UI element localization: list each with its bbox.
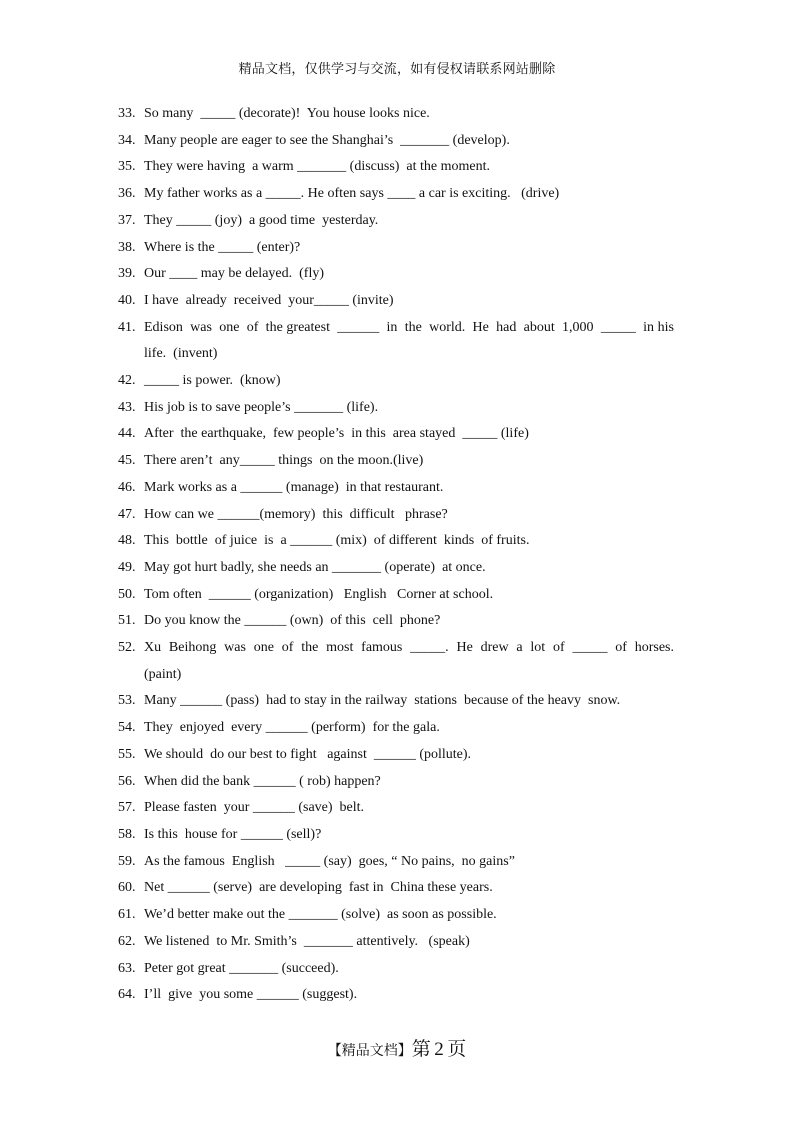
- exercise-item: [118, 502, 674, 529]
- item-text: Tom often ______ (organization) English Corner at school.: [144, 586, 494, 602]
- exercise-item: [118, 688, 674, 715]
- item-text: Many ______ (pass) had to stay in the railway stations because of the heavy snow.: [144, 693, 621, 709]
- item-number: 49.: [118, 559, 136, 575]
- item-text: So many _____ (decorate)! You house looks nice.: [144, 106, 430, 121]
- exercise-item: [118, 902, 674, 929]
- footer-page-prefix: 第: [411, 1039, 431, 1060]
- item-text: Please fasten your ______ (save) belt.: [144, 800, 365, 816]
- exercise-item: [118, 956, 674, 983]
- item-number: 56.: [118, 773, 136, 789]
- footer-page-suffix: 页: [447, 1039, 467, 1060]
- item-text: We’d better make out the _______ (solve) as soon as possible.: [144, 907, 497, 923]
- item-text: Mark works as a ______ (manage) in that restaurant.: [144, 479, 444, 495]
- exercise-item: [118, 875, 674, 902]
- exercise-item: [118, 368, 674, 395]
- item-number: 64.: [118, 987, 136, 1003]
- item-text: We should do our best to fight against ______ (pollute).: [144, 746, 472, 762]
- item-text: How can we ______(memory) this difficult phrase?: [144, 506, 448, 522]
- item-number: 40.: [118, 292, 136, 308]
- item-text: Edison was one of the greatest ______ in the world. He had about 1,000 _____ in his life. (invent): [144, 319, 681, 362]
- item-number: 34.: [118, 132, 136, 148]
- item-number: 35.: [118, 159, 136, 175]
- item-number: 61.: [118, 907, 136, 923]
- exercise-item: [118, 128, 674, 155]
- item-number: 58.: [118, 826, 136, 842]
- exercise-item: [118, 448, 674, 475]
- exercise-item: [118, 822, 674, 849]
- exercise-item: [118, 635, 678, 688]
- exercise-item: [118, 421, 674, 448]
- exercise-item: [118, 742, 674, 769]
- item-number: 46.: [118, 479, 136, 495]
- item-number: 54.: [118, 720, 136, 736]
- item-text: This bottle of juice is a ______ (mix) of different kinds of fruits.: [144, 533, 530, 549]
- item-text: They _____ (joy) a good time yesterday.: [144, 212, 379, 228]
- item-text: His job is to save people’s _______ (life).: [144, 399, 379, 415]
- item-number: 63.: [118, 960, 136, 976]
- item-text: Xu Beihong was one of the most famous _____. He drew a lot of _____ of horses. (paint): [144, 640, 678, 682]
- footer-label: 【精品文档】: [327, 1044, 412, 1059]
- item-text: They enjoyed every ______ (perform) for the gala.: [144, 720, 440, 736]
- item-text: There aren’t any_____ things on the moon.(live): [144, 453, 424, 469]
- item-number: 53.: [118, 693, 136, 709]
- item-number: 37.: [118, 212, 136, 228]
- exercise-item: [118, 982, 674, 1009]
- exercise-item: [118, 315, 681, 368]
- item-text: After the earthquake, few people’s in this area stayed _____ (life): [144, 426, 529, 442]
- footer-page-number: 2: [434, 1039, 444, 1060]
- item-number: 43.: [118, 399, 136, 415]
- item-number: 51.: [118, 613, 136, 629]
- item-number: 47.: [118, 506, 136, 522]
- item-text: I’ll give you some ______ (suggest).: [144, 987, 358, 1003]
- item-number: 52.: [118, 640, 136, 656]
- exercise-item: [118, 475, 674, 502]
- item-text: Peter got great _______ (succeed).: [144, 960, 339, 976]
- exercise-list: [118, 101, 681, 1009]
- page-footer: [0, 1034, 794, 1061]
- item-text: We listened to Mr. Smith’s _______ attentively. (speak): [144, 933, 470, 949]
- exercise-item: [118, 555, 674, 582]
- exercise-item: [118, 208, 674, 235]
- item-text: _____ is power. (know): [144, 373, 281, 389]
- item-number: 48.: [118, 533, 136, 549]
- item-number: 44.: [118, 426, 136, 442]
- item-text: Where is the _____ (enter)?: [144, 239, 301, 255]
- exercise-item: [118, 528, 674, 555]
- item-number: 33.: [118, 106, 136, 121]
- item-text: When did the bank ______ ( rob) happen?: [144, 773, 381, 789]
- exercise-item: [118, 181, 674, 208]
- exercise-item: [118, 235, 674, 262]
- item-text: Net ______ (serve) are developing fast in China these years.: [144, 880, 493, 896]
- item-text: May got hurt badly, she needs an _______ (operate) at once.: [144, 559, 486, 575]
- exercise-item: [118, 795, 674, 822]
- item-number: 36.: [118, 186, 136, 202]
- item-number: 41.: [118, 319, 136, 335]
- exercise-item: [118, 101, 674, 128]
- exercise-item: [118, 849, 674, 876]
- item-text: Is this house for ______ (sell)?: [144, 826, 322, 842]
- item-number: 50.: [118, 586, 136, 602]
- exercise-item: [118, 288, 674, 315]
- item-number: 39.: [118, 266, 136, 282]
- item-number: 38.: [118, 239, 136, 255]
- item-number: 42.: [118, 373, 136, 389]
- item-text: Our ____ may be delayed. (fly): [144, 266, 324, 282]
- exercise-item: [118, 929, 674, 956]
- exercise-item: [118, 715, 674, 742]
- exercise-item: [118, 769, 674, 796]
- exercise-item: [118, 261, 674, 288]
- item-number: 62.: [118, 933, 136, 949]
- item-text: As the famous English _____ (say) goes, “ No pains, no gains”: [144, 853, 515, 869]
- item-text: Many people are eager to see the Shanghai’s _______ (develop).: [144, 132, 510, 148]
- item-number: 57.: [118, 800, 136, 816]
- item-number: 55.: [118, 746, 136, 762]
- exercise-item: [118, 395, 674, 422]
- item-number: 59.: [118, 853, 136, 869]
- item-text: Do you know the ______ (own) of this cell phone?: [144, 613, 441, 629]
- page-header: 精品文档，仅供学习与交流，如有侵权请联系网站删除: [238, 61, 556, 76]
- exercise-item: [118, 582, 674, 609]
- item-text: They were having a warm _______ (discuss) at the moment.: [144, 159, 491, 175]
- exercise-item: [118, 608, 674, 635]
- item-number: 45.: [118, 453, 136, 469]
- item-text: My father works as a _____. He often says ____ a car is exciting. (drive): [144, 186, 560, 202]
- exercise-item: [118, 154, 674, 181]
- item-text: I have already received your_____ (invite): [144, 292, 394, 308]
- item-number: 60.: [118, 880, 136, 896]
